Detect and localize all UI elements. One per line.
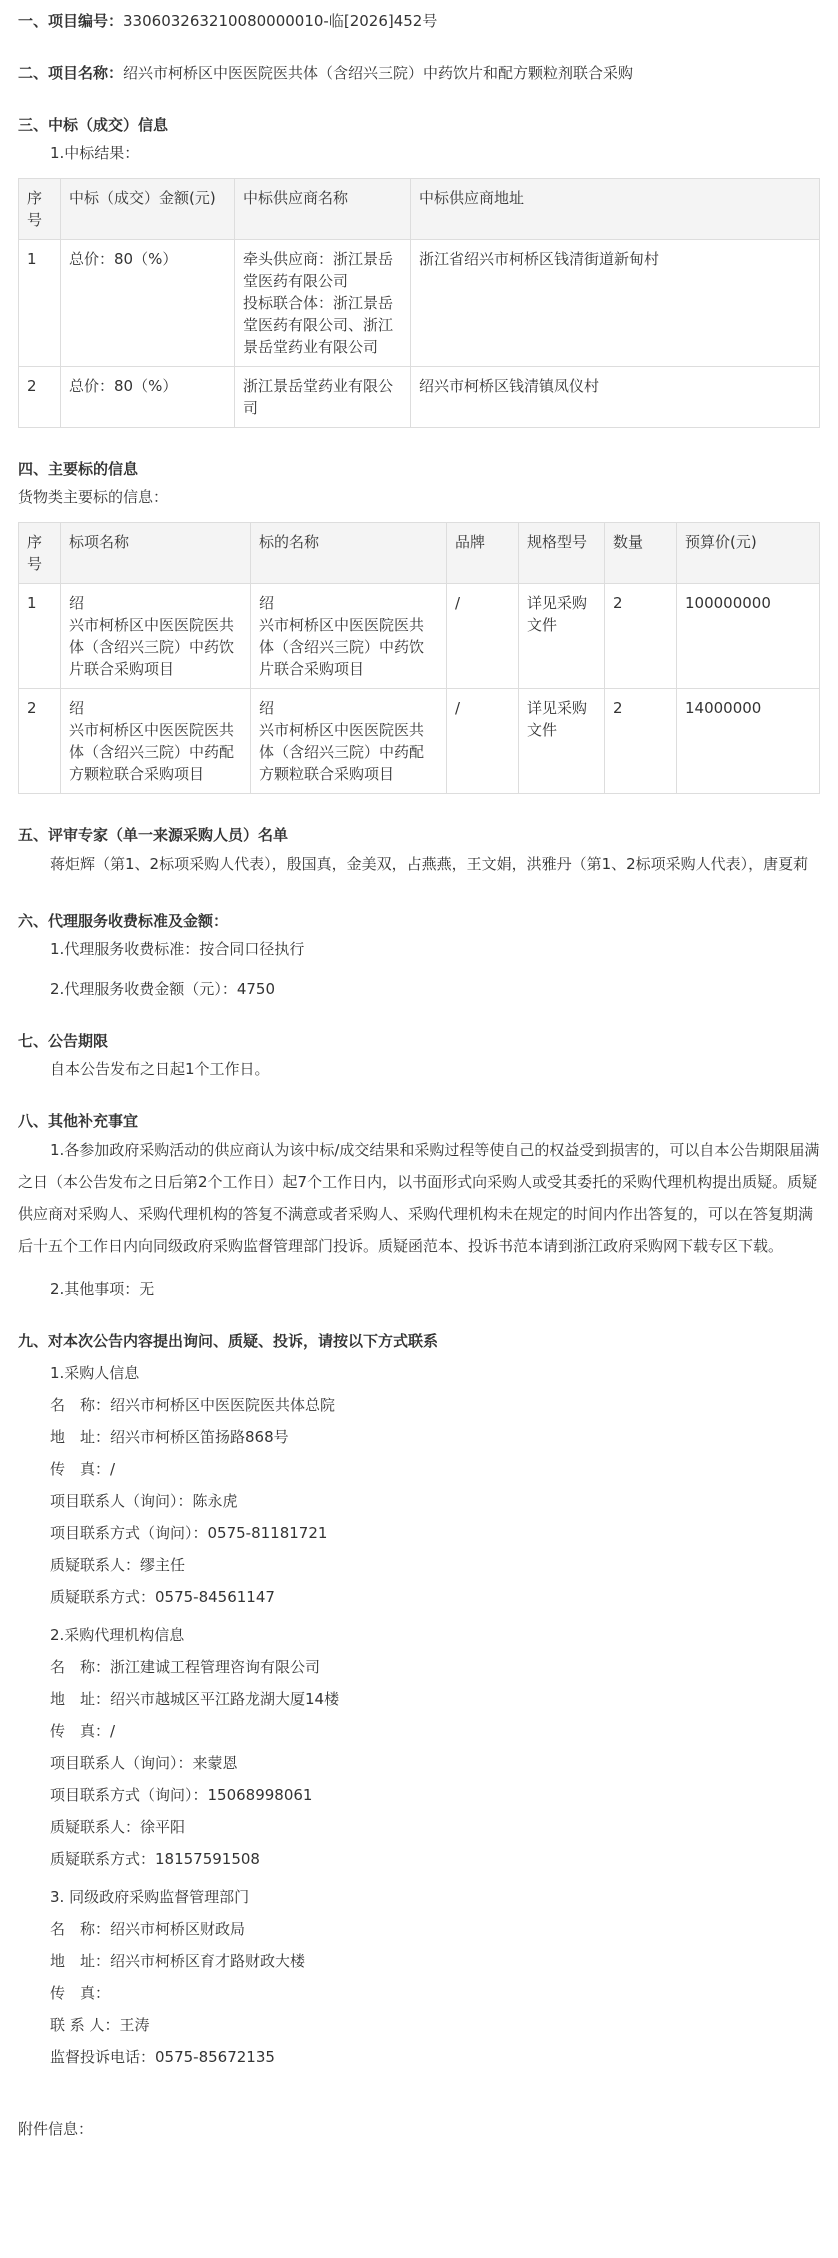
buyer-line: 质疑联系人：缪主任	[50, 1556, 186, 1574]
award-amount: 总价：80（%）	[61, 367, 235, 428]
agency-line: 地 址：绍兴市越城区平江路龙湖大厦14楼	[50, 1690, 340, 1708]
header-cell: 品牌	[447, 523, 519, 584]
award-heading: 三、中标（成交）信息	[18, 116, 169, 134]
buyer-info	[18, 1362, 820, 1608]
supplier-name: 牵头供应商：浙江景岳堂医药有限公司 投标联合体：浙江景岳堂医药有限公司、浙江景岳堂药业有限公司	[235, 240, 411, 367]
subject-table	[18, 522, 820, 794]
header-cell: 标项名称	[61, 523, 251, 584]
quantity: 2	[605, 584, 677, 689]
other-paragraph: 1.各参加政府采购活动的供应商认为该中标/成交结果和采购过程等使自己的权益受到损害的，可以自本公告期限届满之日（本公告发布之日后第2个工作日）起7个工作日内，以书面形式向采购人或受其委托的采购代理机构提出质疑。质疑供应商对采购人、采购代理机构的答复不满意或者采购人、采购代理机构未在规定的时间内作出答复的，可以在答复期满后十五个工作日内向同级政府采购监督管理部门投诉。质疑函范本、投诉书范本请到浙江政府采购网下载专区下载。	[18, 1141, 820, 1255]
supervisor-line: 名 称：绍兴市柯桥区财政局	[50, 1920, 246, 1938]
brand: /	[447, 689, 519, 794]
fee-heading: 六、代理服务收费标准及金额：	[18, 912, 229, 930]
supervisor-info	[18, 1886, 820, 2068]
supplier-address: 绍兴市柯桥区钱清镇凤仪村	[411, 367, 820, 428]
award-table	[18, 178, 820, 428]
table-row	[19, 689, 820, 794]
fee-amount: 2.代理服务收费金额（元）：4750	[50, 980, 275, 998]
header-cell: 序号	[19, 523, 61, 584]
experts-heading: 五、评审专家（单一来源采购人员）名单	[18, 826, 289, 844]
spec: 详见采购文件	[519, 584, 605, 689]
budget: 100000000	[677, 584, 820, 689]
subject-heading: 四、主要标的信息	[18, 460, 139, 478]
spec: 详见采购文件	[519, 689, 605, 794]
attachment-label: 附件信息：	[18, 2120, 94, 2138]
contacts-heading: 九、对本次公告内容提出询问、质疑、投诉，请按以下方式联系	[18, 1332, 439, 1350]
brand: /	[447, 584, 519, 689]
award-amount: 总价：80（%）	[61, 240, 235, 367]
agency-line: 质疑联系方式：18157591508	[50, 1850, 260, 1868]
experts-list: 蒋炬辉（第1、2标项采购人代表），殷国真，金美双，占燕燕，王文娟，洪雅丹（第1、2标项采购人代表），唐夏莉	[50, 855, 809, 873]
buyer-title: 1.采购人信息	[50, 1364, 140, 1382]
header-cell: 预算价(元)	[677, 523, 820, 584]
quantity: 2	[605, 689, 677, 794]
subject-subheading: 货物类主要标的信息：	[18, 488, 169, 506]
buyer-line: 名 称：绍兴市柯桥区中医医院医共体总院	[50, 1396, 336, 1414]
subject-table-header	[19, 523, 820, 584]
table-row	[19, 240, 820, 367]
buyer-line: 项目联系人（询问）：陈永虎	[50, 1492, 238, 1510]
lot-name: 绍 兴市柯桥区中医医院医共体（含绍兴三院）中药饮片联合采购项目	[61, 584, 251, 689]
budget: 14000000	[677, 689, 820, 794]
supervisor-title: 3. 同级政府采购监督管理部门	[50, 1888, 250, 1906]
other-heading: 八、其他补充事宜	[18, 1112, 139, 1130]
row-number: 1	[19, 584, 61, 689]
award-subheading: 1.中标结果：	[50, 144, 140, 162]
supervisor-line: 传 真：	[50, 1984, 111, 2002]
header-cell: 中标供应商地址	[411, 179, 820, 240]
supervisor-line: 联 系 人：王涛	[50, 2016, 150, 2034]
supplier-address: 浙江省绍兴市柯桥区钱清街道新甸村	[411, 240, 820, 367]
header-cell: 中标（成交）金额(元)	[61, 179, 235, 240]
period-heading: 七、公告期限	[18, 1032, 109, 1050]
supervisor-line: 地 址：绍兴市柯桥区育才路财政大楼	[50, 1952, 306, 1970]
table-row	[19, 367, 820, 428]
header-cell: 规格型号	[519, 523, 605, 584]
buyer-line: 质疑联系方式：0575-84561147	[50, 1588, 275, 1606]
row-number: 2	[19, 367, 61, 428]
item-name: 绍 兴市柯桥区中医医院医共体（含绍兴三院）中药配方颗粒联合采购项目	[251, 689, 447, 794]
row-number: 1	[19, 240, 61, 367]
header-cell: 标的名称	[251, 523, 447, 584]
buyer-line: 项目联系方式（询问）：0575-81181721	[50, 1524, 328, 1542]
agency-info	[18, 1624, 820, 1870]
agency-line: 项目联系方式（询问）：15068998061	[50, 1786, 313, 1804]
agency-line: 项目联系人（询问）：来蒙恩	[50, 1754, 238, 1772]
row-number: 2	[19, 689, 61, 794]
supplier-name: 浙江景岳堂药业有限公司	[235, 367, 411, 428]
item-name: 绍 兴市柯桥区中医医院医共体（含绍兴三院）中药饮片联合采购项目	[251, 584, 447, 689]
project-number: 一、项目编号：330603263210080000010-临[2026]452号	[18, 12, 438, 30]
award-table-header	[19, 179, 820, 240]
project-name: 二、项目名称：绍兴市柯桥区中医医院医共体（含绍兴三院）中药饮片和配方颗粒剂联合采购	[18, 64, 634, 82]
lot-name: 绍 兴市柯桥区中医医院医共体（含绍兴三院）中药配方颗粒联合采购项目	[61, 689, 251, 794]
supervisor-line: 监督投诉电话：0575-85672135	[50, 2048, 275, 2066]
header-cell: 序号	[19, 179, 61, 240]
agency-line: 质疑联系人：徐平阳	[50, 1818, 186, 1836]
header-cell: 中标供应商名称	[235, 179, 411, 240]
agency-title: 2.采购代理机构信息	[50, 1626, 185, 1644]
agency-line: 名 称：浙江建诚工程管理咨询有限公司	[50, 1658, 321, 1676]
header-cell: 数量	[605, 523, 677, 584]
agency-line: 传 真：/	[50, 1722, 116, 1740]
other-matters: 2.其他事项：无	[50, 1280, 155, 1298]
fee-standard: 1.代理服务收费标准：按合同口径执行	[50, 940, 305, 958]
buyer-line: 传 真：/	[50, 1460, 116, 1478]
table-row	[19, 584, 820, 689]
buyer-line: 地 址：绍兴市柯桥区笛扬路868号	[50, 1428, 289, 1446]
period-text: 自本公告发布之日起1个工作日。	[50, 1060, 270, 1078]
